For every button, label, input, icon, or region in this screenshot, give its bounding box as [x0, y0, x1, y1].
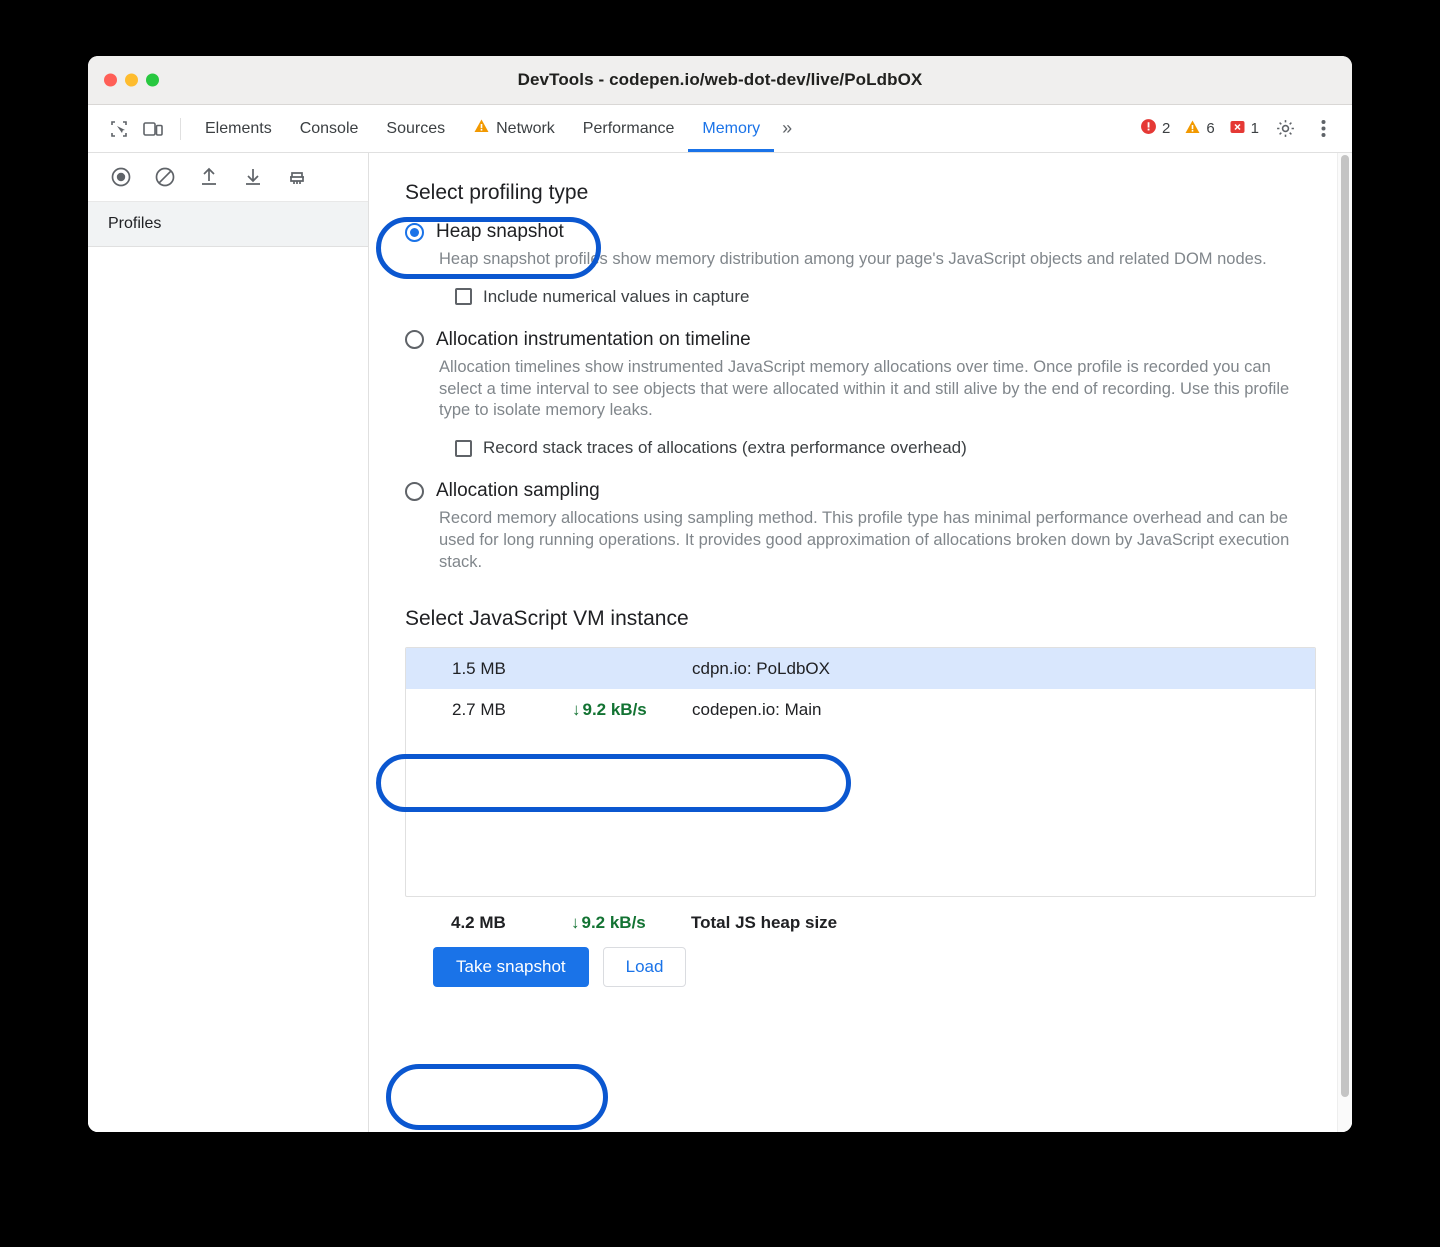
option-allocation-sampling[interactable]: [405, 480, 1316, 502]
tab-label: Network: [496, 119, 555, 137]
option-allocation-sampling-description: Record memory allocations using sampling method. This profile type has minimal performance overhead and can be used for long running operations. It provides good approximation of allocations broken down by JavaScript execution stack.: [439, 509, 1290, 571]
close-window-button[interactable]: [104, 74, 117, 87]
vm-rate: [572, 700, 692, 720]
error-count: 2: [1161, 120, 1171, 137]
devtools-tabstrip: [88, 105, 1352, 153]
option-allocation-instrumentation[interactable]: [405, 329, 1316, 351]
tab-elements[interactable]: [191, 106, 286, 152]
total-label: Total JS heap size: [691, 913, 838, 933]
device-toolbar-icon[interactable]: [136, 114, 170, 144]
table-row[interactable]: [406, 648, 1315, 689]
profiling-type-title: Select profiling type: [405, 181, 589, 204]
more-tabs-icon[interactable]: »: [782, 118, 793, 138]
table-row[interactable]: [406, 689, 1315, 730]
clear-icon[interactable]: [146, 160, 184, 194]
option-allocation-instrumentation-description: Allocation timelines show instrumented JavaScript memory allocations over time. Once profile is recorded you can select a time interval to see objects that were allocated within it and still alive by the end of recording. Use this profile type to isolate memory leaks.: [439, 357, 1290, 420]
content-scrollbar[interactable]: [1337, 153, 1352, 1132]
option-label: Allocation sampling: [436, 480, 600, 502]
option-heap-snapshot-description: Heap snapshot profiles show memory distribution among your page's JavaScript objects and related DOM nodes.: [439, 250, 1267, 268]
error-icon: [1140, 118, 1157, 139]
take-snapshot-button[interactable]: Take snapshot: [433, 947, 589, 987]
tab-console[interactable]: [286, 106, 373, 152]
tab-label: Memory: [702, 119, 761, 137]
toolbar-divider: [180, 118, 181, 140]
total-heap-size-row: [405, 897, 1316, 947]
collect-garbage-icon[interactable]: [278, 160, 316, 194]
radio-heap-snapshot[interactable]: [405, 223, 424, 242]
more-options-icon[interactable]: [1306, 114, 1340, 144]
window-titlebar: [88, 56, 1352, 105]
maximize-window-button[interactable]: [146, 74, 159, 87]
tab-sources[interactable]: [372, 106, 459, 152]
memory-content: [369, 153, 1352, 1132]
window-controls[interactable]: [104, 74, 159, 87]
total-rate-value: 9.2 kB/s: [581, 913, 646, 933]
profiles-list[interactable]: [88, 247, 368, 1132]
checkbox-record-stack-traces[interactable]: [455, 438, 1316, 458]
download-arrow-icon: ↓: [571, 913, 580, 933]
record-icon[interactable]: [102, 160, 140, 194]
tab-memory[interactable]: [688, 106, 774, 152]
memory-sidebar: [88, 153, 369, 1132]
vm-name: cdpn.io: PoLdbOX: [692, 658, 830, 678]
tab-label: Sources: [386, 119, 446, 137]
tab-network[interactable]: [459, 106, 569, 152]
tab-label: Performance: [582, 119, 675, 137]
issue-counters: [1135, 114, 1340, 144]
radio-allocation-sampling[interactable]: [405, 482, 424, 501]
checkbox-box[interactable]: [455, 288, 472, 305]
download-icon[interactable]: [234, 160, 272, 194]
window-title: DevTools - codepen.io/web-dot-dev/live/PoLdbOX: [517, 70, 923, 89]
vm-instance-title: Select JavaScript VM instance: [405, 607, 689, 631]
load-button[interactable]: Load: [603, 947, 687, 987]
tab-label: Console: [299, 119, 359, 137]
issue-count: 1: [1250, 120, 1259, 137]
minimize-window-button[interactable]: [125, 74, 138, 87]
checkbox-include-numerical-values[interactable]: [455, 287, 1316, 307]
vm-size: 1.5 MB: [452, 658, 506, 678]
tab-performance[interactable]: [569, 106, 689, 152]
radio-allocation-instrumentation[interactable]: [405, 330, 424, 349]
checkbox-box[interactable]: [455, 440, 472, 457]
upload-icon[interactable]: [190, 160, 228, 194]
scrollbar-thumb[interactable]: [1341, 155, 1349, 1097]
vm-rate-value: 9.2 kB/s: [582, 699, 647, 719]
gear-icon[interactable]: [1268, 114, 1302, 144]
devtools-window: [88, 56, 1352, 1132]
total-rate: [571, 913, 691, 933]
error-counter[interactable]: [1135, 118, 1175, 139]
devtools-body: [88, 153, 1352, 1132]
checkbox-label: Record stack traces of allocations (extra performance overhead): [483, 438, 967, 458]
inspect-element-icon[interactable]: [102, 114, 136, 144]
option-label: Heap snapshot: [436, 221, 564, 242]
memory-sidebar-toolbar: [88, 153, 368, 202]
vm-size: 2.7 MB: [452, 699, 506, 719]
checkbox-label: Include numerical values in capture: [483, 286, 750, 306]
warning-counter[interactable]: [1179, 119, 1219, 139]
issue-counter[interactable]: [1224, 119, 1264, 139]
warning-count: 6: [1206, 120, 1215, 137]
option-heap-snapshot[interactable]: [405, 221, 1316, 243]
action-buttons: [433, 947, 1316, 987]
profiles-header: Profiles: [88, 202, 368, 247]
warning-triangle-icon: [473, 118, 490, 139]
total-size: 4.2 MB: [451, 913, 506, 933]
issue-icon: [1229, 119, 1246, 139]
download-arrow-icon: ↓: [572, 699, 581, 719]
tab-label: Elements: [205, 119, 272, 137]
vm-instance-table[interactable]: [405, 647, 1316, 897]
option-label: Allocation instrumentation on timeline: [436, 328, 751, 350]
warning-triangle-icon: [1184, 119, 1201, 139]
vm-name: codepen.io: Main: [692, 699, 822, 719]
